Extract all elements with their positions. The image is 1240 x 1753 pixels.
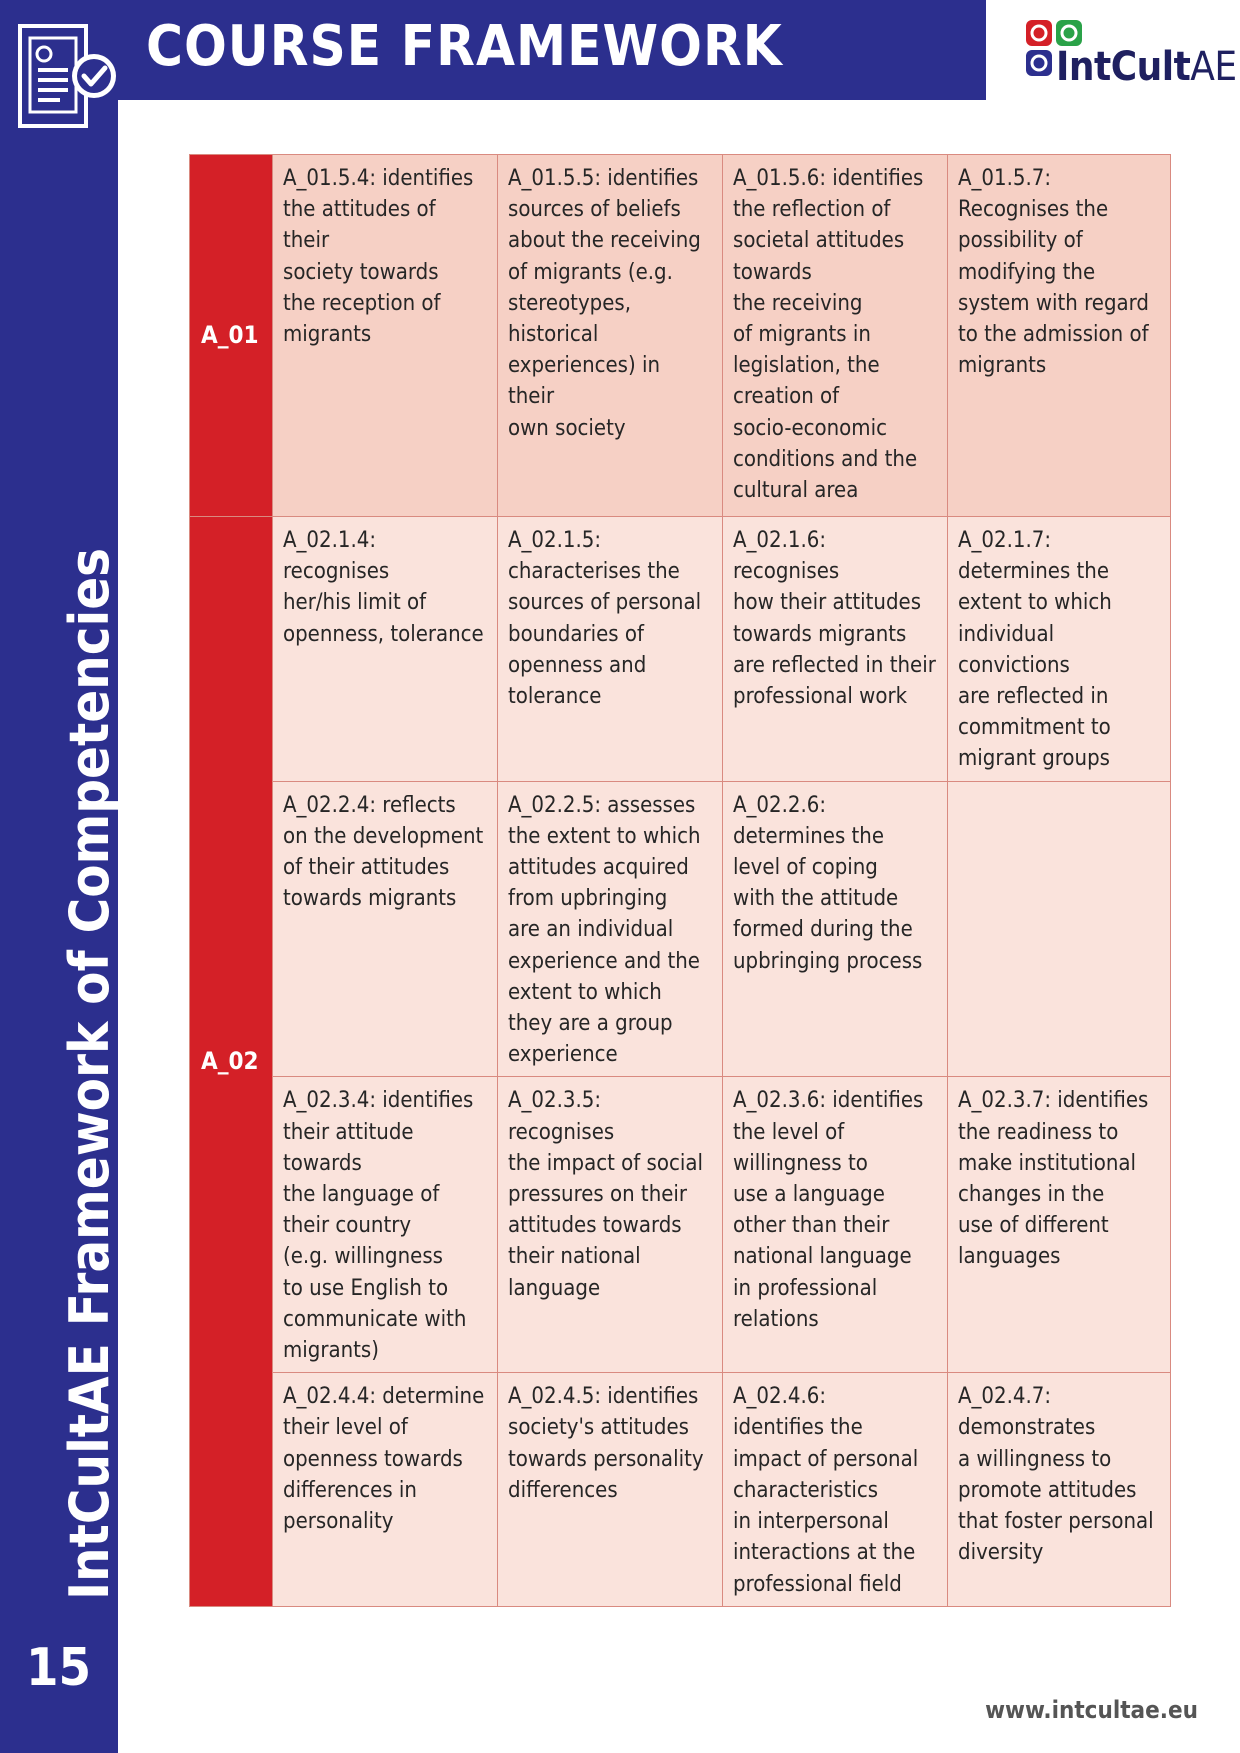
- table-cell: A_02.2.4: reflects on the development of their attitudes towards migrants: [273, 781, 498, 1077]
- table-cell: A_02.4.6: identifies the impact of personal characteristics in interpersonal interactions at the professional field: [723, 1373, 948, 1607]
- table-row: [190, 781, 1171, 1077]
- table-row: [190, 155, 1171, 517]
- logo-text: IntCultAE: [1056, 44, 1237, 90]
- table-cell: A_02.2.6: determines the level of coping with the attitude formed during the upbringing process: [723, 781, 948, 1077]
- vertical-section-title: IntCultAE Framework of Competencies: [58, 547, 121, 1600]
- table-cell: A_02.3.7: identifies the readiness to make institutional changes in the use of different languages: [948, 1077, 1171, 1373]
- table-cell: A_02.3.5: recognises the impact of social pressures on their attitudes towards their national language: [498, 1077, 723, 1373]
- page-title: COURSE FRAMEWORK: [146, 14, 783, 79]
- table-row: [190, 1373, 1171, 1607]
- table-cell: A_01.5.6: identifies the reflection of societal attitudes towards the receiving of migrants in legislation, the creation of socio-economic conditions and the cultural area: [723, 155, 948, 517]
- page-number: 15: [26, 1638, 92, 1698]
- website-link[interactable]: www.intcultae.eu: [985, 1696, 1198, 1724]
- table-row: [190, 1077, 1171, 1373]
- table-cell: A_02.3.6: identifies the level of willingness to use a language other than their national language in professional relations: [723, 1077, 948, 1373]
- group-label-a01: A_01: [190, 155, 273, 517]
- table-cell: A_02.1.5: characterises the sources of personal boundaries of openness and tolerance: [498, 517, 723, 782]
- table-cell: A_02.1.6: recognises how their attitudes towards migrants are reflected in their professional work: [723, 517, 948, 782]
- checklist-document-icon: [18, 24, 118, 130]
- table-cell: A_01.5.4: identifies the attitudes of their society towards the reception of migrants: [273, 155, 498, 517]
- table-cell: A_02.4.5: identifies society's attitudes towards personality differences: [498, 1373, 723, 1607]
- table-cell: A_02.3.4: identifies their attitude towards the language of their country (e.g. willingness to use English to communicate with migrants): [273, 1077, 498, 1373]
- group-label-a02: A_02: [190, 517, 273, 1607]
- competency-table: [189, 154, 1171, 1607]
- table-cell: [948, 781, 1171, 1077]
- table-cell: A_02.1.4: recognises her/his limit of openness, tolerance: [273, 517, 498, 782]
- table-cell: A_02.2.5: assesses the extent to which attitudes acquired from upbringing are an individual experience and the extent to which they are a group experience: [498, 781, 723, 1077]
- intcultae-logo: [1024, 18, 1237, 90]
- table-cell: A_02.1.7: determines the extent to which individual convictions are reflected in commitment to migrant groups: [948, 517, 1171, 782]
- table-cell: A_01.5.5: identifies sources of beliefs about the receiving of migrants (e.g. stereotypes, historical experiences) in their own society: [498, 155, 723, 517]
- table-cell: A_02.4.7: demonstrates a willingness to promote attitudes that foster personal diversity: [948, 1373, 1171, 1607]
- table-row: [190, 517, 1171, 782]
- table-cell: A_02.4.4: determine their level of openness towards differences in personality: [273, 1373, 498, 1607]
- table-cell: A_01.5.7: Recognises the possibility of modifying the system with regard to the admission of migrants: [948, 155, 1171, 517]
